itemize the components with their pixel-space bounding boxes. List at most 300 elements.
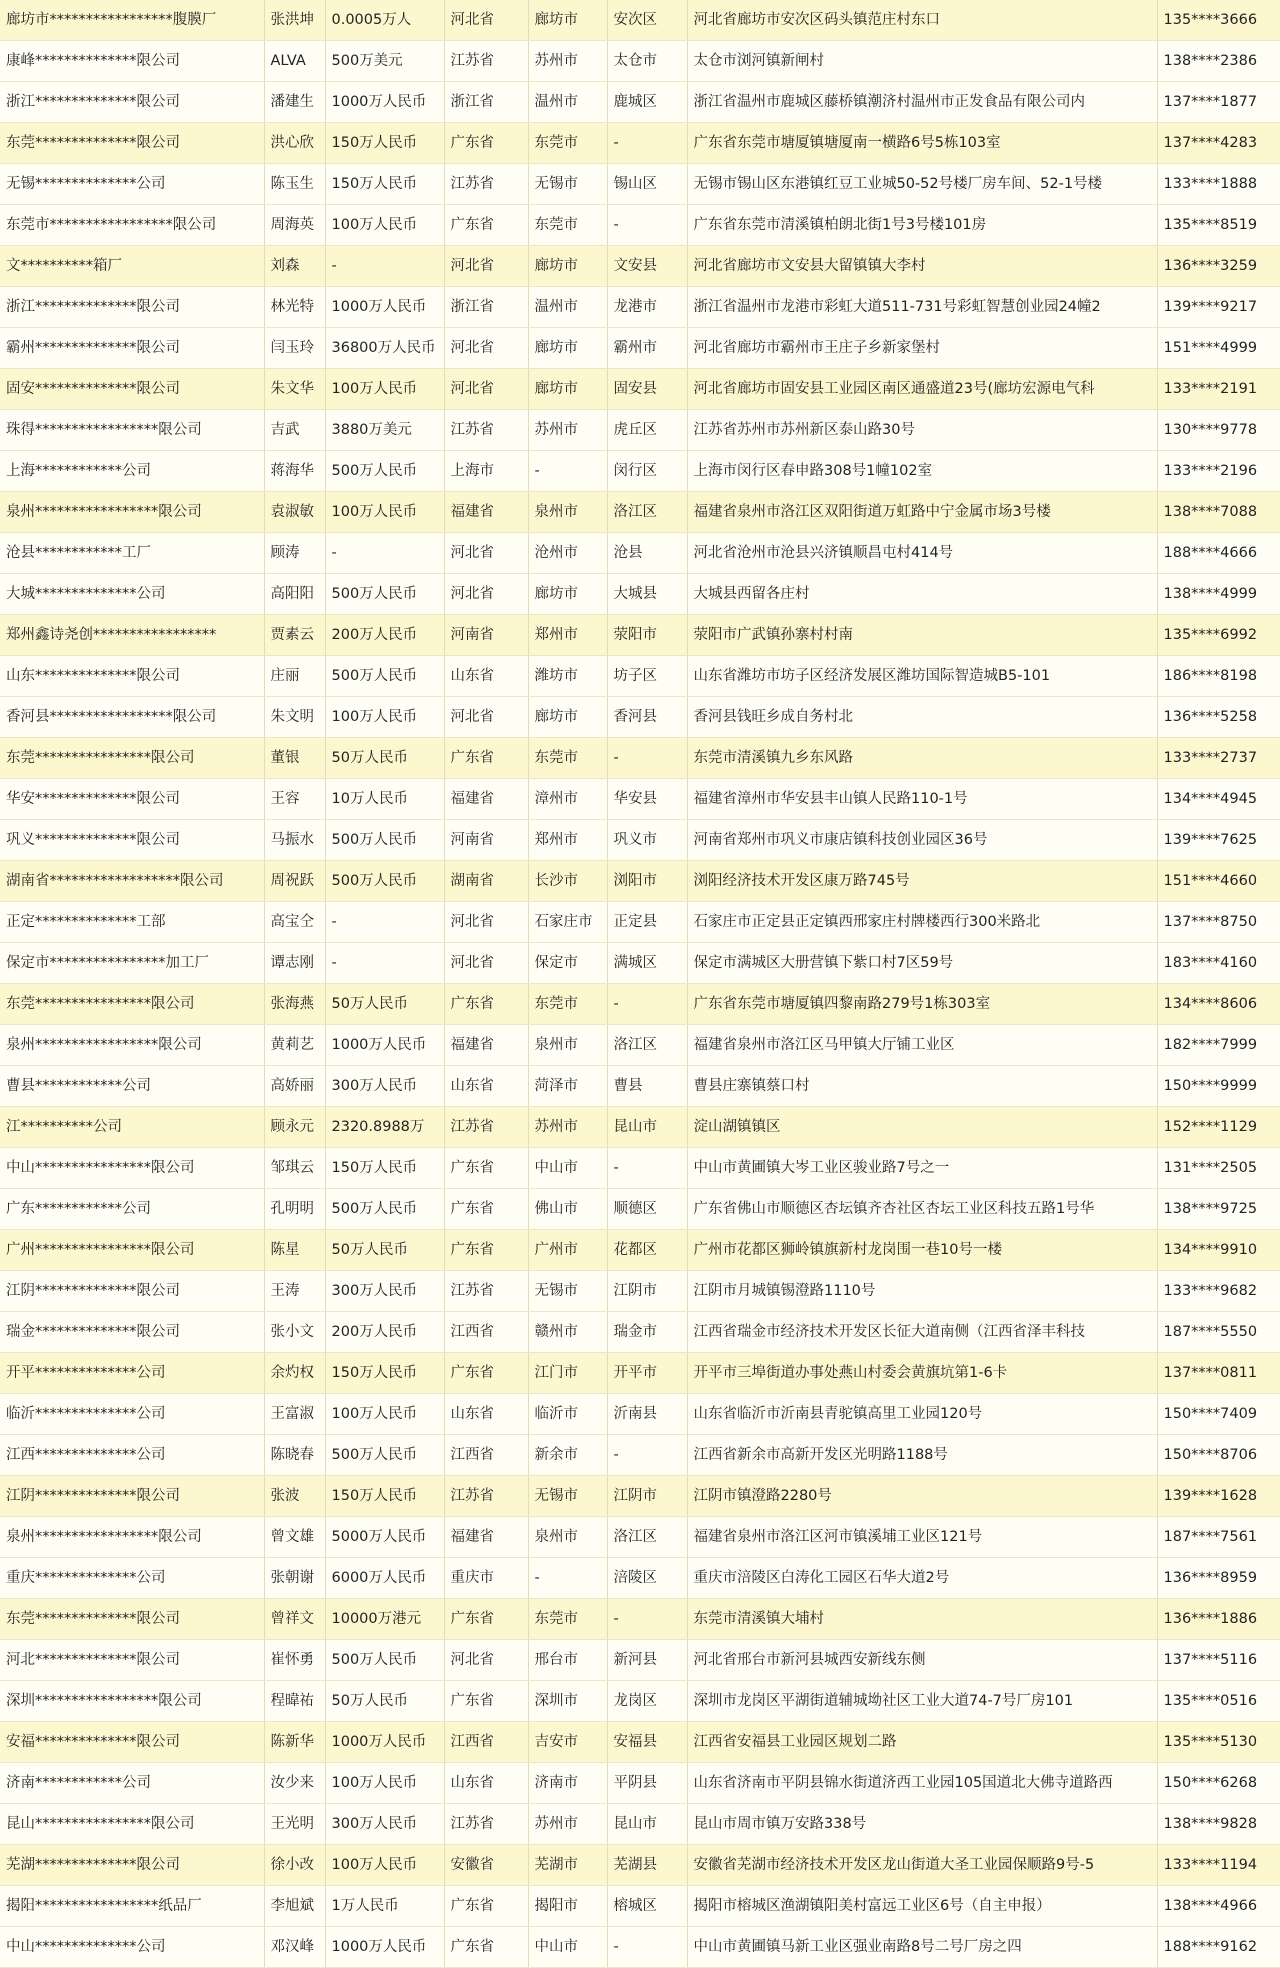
cell-phone: 151****4660 — [1157, 861, 1280, 902]
table-row — [0, 1558, 1280, 1599]
table-row — [0, 82, 1280, 123]
cell-address: 太仓市浏河镇新闸村 — [687, 41, 1157, 82]
cell-capital: 500万美元 — [325, 41, 444, 82]
cell-capital: 500万人民币 — [325, 820, 444, 861]
cell-district: 龙港市 — [607, 287, 687, 328]
cell-province: 江苏省 — [444, 1804, 528, 1845]
cell-city: 长沙市 — [528, 861, 607, 902]
cell-capital: 0.0005万人 — [325, 0, 444, 41]
cell-district: 浏阳市 — [607, 861, 687, 902]
cell-district: 固安县 — [607, 369, 687, 410]
cell-capital: 100万人民币 — [325, 697, 444, 738]
cell-city: 新余市 — [528, 1435, 607, 1476]
cell-person: 张小文 — [264, 1312, 325, 1353]
cell-city: 吉安市 — [528, 1722, 607, 1763]
cell-address: 石家庄市正定县正定镇西邢家庄村牌楼西行300米路北 — [687, 902, 1157, 943]
cell-person: 庄丽 — [264, 656, 325, 697]
cell-capital: 50万人民币 — [325, 1230, 444, 1271]
cell-phone: 134****8606 — [1157, 984, 1280, 1025]
cell-province: 广东省 — [444, 123, 528, 164]
cell-address: 香河县钱旺乡成自务村北 — [687, 697, 1157, 738]
cell-phone: 134****9910 — [1157, 1230, 1280, 1271]
cell-city: 东莞市 — [528, 1599, 607, 1640]
cell-district: 芜湖县 — [607, 1845, 687, 1886]
cell-company: 广东************公司 — [0, 1189, 264, 1230]
cell-province: 河北省 — [444, 943, 528, 984]
table-row — [0, 1353, 1280, 1394]
cell-address: 河北省廊坊市文安县大留镇镇大李村 — [687, 246, 1157, 287]
cell-phone: 136****3259 — [1157, 246, 1280, 287]
cell-person: 汝少来 — [264, 1763, 325, 1804]
cell-district: 香河县 — [607, 697, 687, 738]
cell-address: 昆山市周市镇万安路338号 — [687, 1804, 1157, 1845]
table-row — [0, 410, 1280, 451]
table-row — [0, 1435, 1280, 1476]
cell-person: 陈玉生 — [264, 164, 325, 205]
cell-company: 浙江**************限公司 — [0, 82, 264, 123]
cell-company: 泉州*****************限公司 — [0, 1025, 264, 1066]
cell-province: 河北省 — [444, 533, 528, 574]
cell-district: - — [607, 984, 687, 1025]
cell-capital: 500万人民币 — [325, 451, 444, 492]
cell-capital: - — [325, 943, 444, 984]
cell-capital: 1000万人民币 — [325, 287, 444, 328]
cell-phone: 138****9828 — [1157, 1804, 1280, 1845]
cell-company: 保定市****************加工厂 — [0, 943, 264, 984]
table-row — [0, 328, 1280, 369]
cell-district: 江阴市 — [607, 1271, 687, 1312]
cell-capital: 2320.8988万 — [325, 1107, 444, 1148]
cell-person: 顾永元 — [264, 1107, 325, 1148]
cell-address: 保定市满城区大册营镇下紫口村7区59号 — [687, 943, 1157, 984]
cell-district: 沧县 — [607, 533, 687, 574]
cell-phone: 135****5130 — [1157, 1722, 1280, 1763]
cell-district: 洛江区 — [607, 1517, 687, 1558]
cell-phone: 133****1888 — [1157, 164, 1280, 205]
cell-address: 安徽省芜湖市经济技术开发区龙山街道大圣工业园保顺路9号-5 — [687, 1845, 1157, 1886]
cell-province: 广东省 — [444, 1148, 528, 1189]
cell-city: 廊坊市 — [528, 574, 607, 615]
cell-phone: 137****5116 — [1157, 1640, 1280, 1681]
cell-person: 王涛 — [264, 1271, 325, 1312]
cell-district: - — [607, 1599, 687, 1640]
cell-person: 蒋海华 — [264, 451, 325, 492]
cell-city: 济南市 — [528, 1763, 607, 1804]
cell-district: - — [607, 1927, 687, 1968]
cell-phone: 135****6992 — [1157, 615, 1280, 656]
cell-address: 江阴市镇澄路2280号 — [687, 1476, 1157, 1517]
cell-person: 吉武 — [264, 410, 325, 451]
cell-address: 河北省邢台市新河县城西安新线东侧 — [687, 1640, 1157, 1681]
cell-province: 广东省 — [444, 1886, 528, 1927]
cell-province: 河北省 — [444, 1640, 528, 1681]
cell-province: 江西省 — [444, 1312, 528, 1353]
cell-province: 河北省 — [444, 574, 528, 615]
cell-province: 福建省 — [444, 492, 528, 533]
cell-city: 深圳市 — [528, 1681, 607, 1722]
cell-address: 大城县西留各庄村 — [687, 574, 1157, 615]
cell-capital: 200万人民币 — [325, 615, 444, 656]
table-row — [0, 205, 1280, 246]
cell-company: 固安**************限公司 — [0, 369, 264, 410]
cell-address: 福建省泉州市洛江区马甲镇大厅铺工业区 — [687, 1025, 1157, 1066]
cell-city: 石家庄市 — [528, 902, 607, 943]
table-row — [0, 697, 1280, 738]
cell-province: 江苏省 — [444, 1271, 528, 1312]
table-row — [0, 943, 1280, 984]
cell-phone: 131****2505 — [1157, 1148, 1280, 1189]
cell-capital: 10万人民币 — [325, 779, 444, 820]
cell-phone: 136****1886 — [1157, 1599, 1280, 1640]
cell-capital: 100万人民币 — [325, 1394, 444, 1435]
cell-capital: 100万人民币 — [325, 1845, 444, 1886]
cell-city: 廊坊市 — [528, 369, 607, 410]
cell-company: 江阴**************限公司 — [0, 1271, 264, 1312]
cell-address: 江西省安福县工业园区规划二路 — [687, 1722, 1157, 1763]
cell-person: 孔明明 — [264, 1189, 325, 1230]
cell-person: 邓汉峰 — [264, 1927, 325, 1968]
cell-company: 香河县*****************限公司 — [0, 697, 264, 738]
cell-capital: 500万人民币 — [325, 1640, 444, 1681]
cell-district: 太仓市 — [607, 41, 687, 82]
cell-capital: 300万人民币 — [325, 1066, 444, 1107]
table-row — [0, 1927, 1280, 1968]
cell-province: 湖南省 — [444, 861, 528, 902]
cell-capital: 6000万人民币 — [325, 1558, 444, 1599]
cell-capital: 150万人民币 — [325, 123, 444, 164]
cell-province: 重庆市 — [444, 1558, 528, 1599]
cell-company: 芜湖**************限公司 — [0, 1845, 264, 1886]
cell-company: 无锡**************公司 — [0, 164, 264, 205]
cell-phone: 133****2191 — [1157, 369, 1280, 410]
cell-city: 廊坊市 — [528, 328, 607, 369]
cell-district: - — [607, 123, 687, 164]
cell-city: 东莞市 — [528, 205, 607, 246]
cell-city: - — [528, 1558, 607, 1599]
cell-capital: 100万人民币 — [325, 369, 444, 410]
cell-company: 华安**************限公司 — [0, 779, 264, 820]
cell-company: 中山**************公司 — [0, 1927, 264, 1968]
cell-city: 温州市 — [528, 82, 607, 123]
cell-district: 花都区 — [607, 1230, 687, 1271]
cell-district: 巩义市 — [607, 820, 687, 861]
cell-province: 江苏省 — [444, 410, 528, 451]
cell-address: 重庆市涪陵区白涛化工园区石华大道2号 — [687, 1558, 1157, 1599]
cell-district: 顺德区 — [607, 1189, 687, 1230]
cell-address: 江西省新余市高新开发区光明路1188号 — [687, 1435, 1157, 1476]
cell-city: 无锡市 — [528, 1271, 607, 1312]
cell-company: 浙江**************限公司 — [0, 287, 264, 328]
cell-phone: 138****4966 — [1157, 1886, 1280, 1927]
cell-phone: 136****8959 — [1157, 1558, 1280, 1599]
cell-phone: 138****2386 — [1157, 41, 1280, 82]
cell-person: 张波 — [264, 1476, 325, 1517]
cell-district: 华安县 — [607, 779, 687, 820]
cell-province: 山东省 — [444, 1066, 528, 1107]
cell-phone: 187****7561 — [1157, 1517, 1280, 1558]
cell-company: 泉州*****************限公司 — [0, 1517, 264, 1558]
cell-address: 广东省佛山市顺德区杏坛镇齐杏社区杏坛工业区科技五路1号华 — [687, 1189, 1157, 1230]
cell-phone: 182****7999 — [1157, 1025, 1280, 1066]
cell-person: 袁淑敏 — [264, 492, 325, 533]
table-row — [0, 1476, 1280, 1517]
cell-phone: 133****2737 — [1157, 738, 1280, 779]
cell-phone: 138****4999 — [1157, 574, 1280, 615]
cell-person: 董银 — [264, 738, 325, 779]
cell-phone: 151****4999 — [1157, 328, 1280, 369]
cell-province: 广东省 — [444, 1230, 528, 1271]
cell-address: 浏阳经济技术开发区康万路745号 — [687, 861, 1157, 902]
cell-district: 开平市 — [607, 1353, 687, 1394]
cell-district: 洛江区 — [607, 492, 687, 533]
cell-city: 广州市 — [528, 1230, 607, 1271]
cell-company: 廊坊市*****************腹膜厂 — [0, 0, 264, 41]
cell-district: 瑞金市 — [607, 1312, 687, 1353]
cell-province: 广东省 — [444, 1927, 528, 1968]
cell-address: 荥阳市广武镇孙寨村村南 — [687, 615, 1157, 656]
cell-company: 泉州*****************限公司 — [0, 492, 264, 533]
cell-company: 霸州**************限公司 — [0, 328, 264, 369]
cell-person: 闫玉玲 — [264, 328, 325, 369]
table-row — [0, 41, 1280, 82]
cell-city: 无锡市 — [528, 1476, 607, 1517]
cell-phone: 133****2196 — [1157, 451, 1280, 492]
cell-phone: 150****9999 — [1157, 1066, 1280, 1107]
cell-province: 河北省 — [444, 246, 528, 287]
cell-capital: 500万人民币 — [325, 1435, 444, 1476]
cell-capital: 100万人民币 — [325, 205, 444, 246]
cell-province: 山东省 — [444, 1763, 528, 1804]
cell-company: 湖南省******************限公司 — [0, 861, 264, 902]
cell-person: 王容 — [264, 779, 325, 820]
cell-phone: 133****1194 — [1157, 1845, 1280, 1886]
cell-city: 沧州市 — [528, 533, 607, 574]
table-row — [0, 1312, 1280, 1353]
cell-district: 霸州市 — [607, 328, 687, 369]
cell-province: 江西省 — [444, 1435, 528, 1476]
cell-address: 淀山湖镇镇区 — [687, 1107, 1157, 1148]
cell-company: 东莞市*****************限公司 — [0, 205, 264, 246]
cell-address: 广东省东莞市清溪镇柏朗北街1号3号楼101房 — [687, 205, 1157, 246]
cell-phone: 137****0811 — [1157, 1353, 1280, 1394]
cell-district: 虎丘区 — [607, 410, 687, 451]
table-row — [0, 1763, 1280, 1804]
cell-phone: 139****1628 — [1157, 1476, 1280, 1517]
cell-district: 洛江区 — [607, 1025, 687, 1066]
cell-capital: 100万人民币 — [325, 492, 444, 533]
cell-address: 河北省廊坊市霸州市王庄子乡新家堡村 — [687, 328, 1157, 369]
table-row — [0, 1189, 1280, 1230]
cell-city: - — [528, 451, 607, 492]
table-row — [0, 656, 1280, 697]
cell-capital: 50万人民币 — [325, 1681, 444, 1722]
cell-address: 山东省临沂市沂南县青驼镇高里工业园120号 — [687, 1394, 1157, 1435]
cell-company: 东莞****************限公司 — [0, 738, 264, 779]
cell-district: 昆山市 — [607, 1804, 687, 1845]
cell-company: 揭阳*****************纸品厂 — [0, 1886, 264, 1927]
cell-province: 安徽省 — [444, 1845, 528, 1886]
cell-province: 河北省 — [444, 902, 528, 943]
cell-district: - — [607, 1435, 687, 1476]
cell-city: 廊坊市 — [528, 246, 607, 287]
cell-district: 安次区 — [607, 0, 687, 41]
cell-city: 漳州市 — [528, 779, 607, 820]
cell-person: 高阳阳 — [264, 574, 325, 615]
cell-district: 新河县 — [607, 1640, 687, 1681]
cell-province: 河南省 — [444, 820, 528, 861]
cell-capital: 100万人民币 — [325, 1763, 444, 1804]
cell-company: 东莞**************限公司 — [0, 123, 264, 164]
table-row — [0, 820, 1280, 861]
cell-phone: 187****5550 — [1157, 1312, 1280, 1353]
cell-address: 福建省泉州市洛江区双阳街道万虹路中宁金属市场3号楼 — [687, 492, 1157, 533]
cell-phone: 150****8706 — [1157, 1435, 1280, 1476]
cell-city: 佛山市 — [528, 1189, 607, 1230]
cell-province: 江苏省 — [444, 1107, 528, 1148]
cell-district: 曹县 — [607, 1066, 687, 1107]
cell-district: 平阴县 — [607, 1763, 687, 1804]
cell-phone: 134****4945 — [1157, 779, 1280, 820]
cell-person: 李旭斌 — [264, 1886, 325, 1927]
cell-person: ALVA — [264, 41, 325, 82]
cell-capital: 150万人民币 — [325, 1476, 444, 1517]
cell-province: 山东省 — [444, 1394, 528, 1435]
cell-address: 中山市黄圃镇大岑工业区骏业路7号之一 — [687, 1148, 1157, 1189]
cell-address: 东莞市清溪镇大埔村 — [687, 1599, 1157, 1640]
cell-company: 珠得*****************限公司 — [0, 410, 264, 451]
cell-address: 河北省廊坊市安次区码头镇范庄村东口 — [687, 0, 1157, 41]
cell-address: 江西省瑞金市经济技术开发区长征大道南侧（江西省泽丰科技 — [687, 1312, 1157, 1353]
cell-city: 江门市 — [528, 1353, 607, 1394]
cell-city: 温州市 — [528, 287, 607, 328]
cell-company: 河北**************限公司 — [0, 1640, 264, 1681]
cell-district: 锡山区 — [607, 164, 687, 205]
cell-capital: 500万人民币 — [325, 656, 444, 697]
cell-phone: 152****1129 — [1157, 1107, 1280, 1148]
table-row — [0, 1722, 1280, 1763]
cell-phone: 136****5258 — [1157, 697, 1280, 738]
cell-phone: 183****4160 — [1157, 943, 1280, 984]
cell-phone: 137****4283 — [1157, 123, 1280, 164]
cell-address: 河北省廊坊市固安县工业园区南区通盛道23号(廊坊宏源电气科 — [687, 369, 1157, 410]
cell-company: 东莞**************限公司 — [0, 1599, 264, 1640]
table-row — [0, 984, 1280, 1025]
cell-address: 上海市闵行区春申路308号1幢102室 — [687, 451, 1157, 492]
cell-city: 赣州市 — [528, 1312, 607, 1353]
cell-phone: 137****8750 — [1157, 902, 1280, 943]
cell-company: 郑州鑫诗尧创***************** — [0, 615, 264, 656]
cell-phone: 139****7625 — [1157, 820, 1280, 861]
cell-phone: 133****9682 — [1157, 1271, 1280, 1312]
cell-city: 苏州市 — [528, 41, 607, 82]
table-row — [0, 902, 1280, 943]
cell-person: 曾祥文 — [264, 1599, 325, 1640]
cell-capital: 500万人民币 — [325, 861, 444, 902]
cell-city: 芜湖市 — [528, 1845, 607, 1886]
cell-city: 保定市 — [528, 943, 607, 984]
cell-address: 江阴市月城镇锡澄路1110号 — [687, 1271, 1157, 1312]
cell-district: 闵行区 — [607, 451, 687, 492]
cell-district: 荥阳市 — [607, 615, 687, 656]
table-row — [0, 779, 1280, 820]
cell-phone: 188****4666 — [1157, 533, 1280, 574]
cell-phone: 139****9217 — [1157, 287, 1280, 328]
cell-province: 福建省 — [444, 1517, 528, 1558]
cell-company: 上海************公司 — [0, 451, 264, 492]
cell-capital: 150万人民币 — [325, 1148, 444, 1189]
cell-person: 徐小改 — [264, 1845, 325, 1886]
table-row — [0, 123, 1280, 164]
cell-district: 江阴市 — [607, 1476, 687, 1517]
cell-province: 河北省 — [444, 369, 528, 410]
cell-address: 广东省东莞市塘厦镇塘厦南一横路6号5栋103室 — [687, 123, 1157, 164]
cell-capital: 1000万人民币 — [325, 1025, 444, 1066]
cell-city: 中山市 — [528, 1148, 607, 1189]
cell-district: 正定县 — [607, 902, 687, 943]
cell-company: 瑞金**************限公司 — [0, 1312, 264, 1353]
cell-person: 张朝谢 — [264, 1558, 325, 1599]
cell-province: 江苏省 — [444, 1476, 528, 1517]
table-row — [0, 287, 1280, 328]
cell-district: 文安县 — [607, 246, 687, 287]
cell-address: 山东省潍坊市坊子区经济发展区潍坊国际智造城B5-101 — [687, 656, 1157, 697]
cell-address: 曹县庄寨镇蔡口村 — [687, 1066, 1157, 1107]
cell-capital: 150万人民币 — [325, 1353, 444, 1394]
table-row — [0, 1599, 1280, 1640]
cell-capital: 300万人民币 — [325, 1271, 444, 1312]
cell-capital: 200万人民币 — [325, 1312, 444, 1353]
cell-province: 上海市 — [444, 451, 528, 492]
cell-province: 福建省 — [444, 1025, 528, 1066]
cell-person: 张海燕 — [264, 984, 325, 1025]
cell-province: 河北省 — [444, 697, 528, 738]
cell-province: 广东省 — [444, 1189, 528, 1230]
cell-company: 曹县************公司 — [0, 1066, 264, 1107]
cell-capital: 36800万人民币 — [325, 328, 444, 369]
cell-company: 巩义**************限公司 — [0, 820, 264, 861]
cell-city: 菏泽市 — [528, 1066, 607, 1107]
cell-city: 东莞市 — [528, 738, 607, 779]
cell-address: 广东省东莞市塘厦镇四黎南路279号1栋303室 — [687, 984, 1157, 1025]
cell-address: 东莞市清溪镇九乡东风路 — [687, 738, 1157, 779]
cell-district: - — [607, 205, 687, 246]
cell-capital: 5000万人民币 — [325, 1517, 444, 1558]
table-row — [0, 1886, 1280, 1927]
cell-province: 广东省 — [444, 984, 528, 1025]
cell-address: 揭阳市榕城区渔湖镇阳美村富远工业区6号（自主申报） — [687, 1886, 1157, 1927]
cell-person: 周海英 — [264, 205, 325, 246]
cell-person: 刘森 — [264, 246, 325, 287]
cell-company: 东莞****************限公司 — [0, 984, 264, 1025]
cell-person: 崔怀勇 — [264, 1640, 325, 1681]
cell-person: 潘建生 — [264, 82, 325, 123]
cell-person: 曾文雄 — [264, 1517, 325, 1558]
cell-company: 济南************公司 — [0, 1763, 264, 1804]
cell-person: 朱文华 — [264, 369, 325, 410]
cell-company: 文**********箱厂 — [0, 246, 264, 287]
cell-address: 河南省郑州市巩义市康店镇科技创业园区36号 — [687, 820, 1157, 861]
cell-address: 浙江省温州市龙港市彩虹大道511-731号彩虹智慧创业园24幢2 — [687, 287, 1157, 328]
cell-company: 山东**************限公司 — [0, 656, 264, 697]
table-row — [0, 861, 1280, 902]
cell-capital: 10000万港元 — [325, 1599, 444, 1640]
table-row — [0, 246, 1280, 287]
cell-phone: 135****3666 — [1157, 0, 1280, 41]
table-row — [0, 1681, 1280, 1722]
cell-city: 郑州市 — [528, 615, 607, 656]
cell-city: 泉州市 — [528, 492, 607, 533]
cell-person: 邹琪云 — [264, 1148, 325, 1189]
